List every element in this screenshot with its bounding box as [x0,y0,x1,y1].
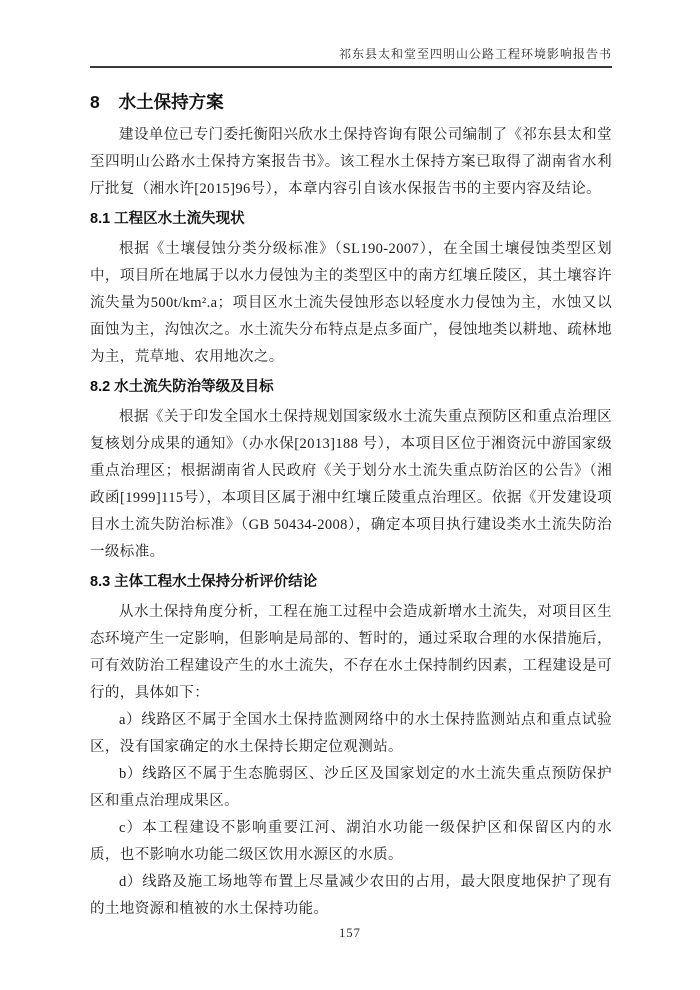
intro-paragraph: 建设单位已专门委托衡阳兴欣水土保持咨询有限公司编制了《祁东县太和堂至四明山公路水土保持方案报告书》。该工程水土保持方案已取得了湖南省水利厅批复（湘水许[2015]96号），本章内容引自该水保报告书的主要内容及结论。 [90,127,612,198]
chapter-title: 水土保持方案 [118,92,224,112]
section-8-2-paragraph: 根据《关于印发全国水土保持规划国家级水土流失重点预防区和重点治理区复核划分成果的通知》（办水保[2013]188 号），本项目区位于湘资沅中游国家级重点治理区；根据湖南省人民政府《关于划分水土流失重点防治区的公告》（湘政函[1999]115号），本项目区属于湘中红壤丘陵重点治理区。依据《开发建设项目水土流失防治标准》（GB 50434-2008），确定本项目执行建设类水土流失防治一级标准。 [90,409,612,561]
chapter-heading [90,92,612,112]
section-8-3-item-a: a）线路区不属于全国水土保持监测网络中的水土保持监测站点和重点试验区，没有国家确定的水土保持长期定位观测站。 [90,712,612,756]
section-heading-8-2: 8.2 水土流失防治等级及目标 [90,379,274,396]
section-8-3-item-b: b）线路区不属于生态脆弱区、沙丘区及国家划定的水土流失重点预防保护区和重点治理成果区。 [90,766,612,810]
section-heading-8-3: 8.3 主体工程水土保持分析评价结论 [90,574,318,591]
page-number: 157 [339,926,361,940]
section-8-3-item-c: c）本工程建设不影响重要江河、湖泊水功能一级保护区和保留区内的水质，也不影响水功能二级区饮用水源区的水质。 [90,820,612,864]
header-rule [90,47,612,68]
section-8-3-item-d: d）线路及施工场地等布置上尽量减少农田的占用，最大限度地保护了现有的土地资源和植被的水土保持功能。 [90,874,612,918]
page-header [0,0,700,68]
section-8-3-paragraph: 从水土保持角度分析，工程在施工过程中会造成新增水土流失，对项目区生态环境产生一定影响，但影响是局部的、暂时的，通过采取合理的水保措施后，可有效防治工程建设产生的水土流失，不存在水土保持制约因素，工程建设是可行的，具体如下： [90,604,612,702]
page-footer [0,924,700,942]
document-content [0,92,700,923]
report-header-title: 祁东县太和堂至四明山公路工程环境影响报告书 [338,47,612,61]
section-heading-8-1: 8.1 工程区水土流失现状 [90,211,245,228]
section-8-1-paragraph: 根据《土壤侵蚀分类分级标准》（SL190-2007），在全国土壤侵蚀类型区划中，项目所在地属于以水力侵蚀为主的类型区中的南方红壤丘陵区，其土壤容许流失量为500t/km².a；项目区水土流失侵蚀形态以轻度水力侵蚀为主，水蚀又以面蚀为主，沟蚀次之。水土流失分布特点是点多面广，侵蚀地类以耕地、疏林地为主，荒草地、农用地次之。 [90,241,612,366]
chapter-number: 8 [90,92,100,112]
